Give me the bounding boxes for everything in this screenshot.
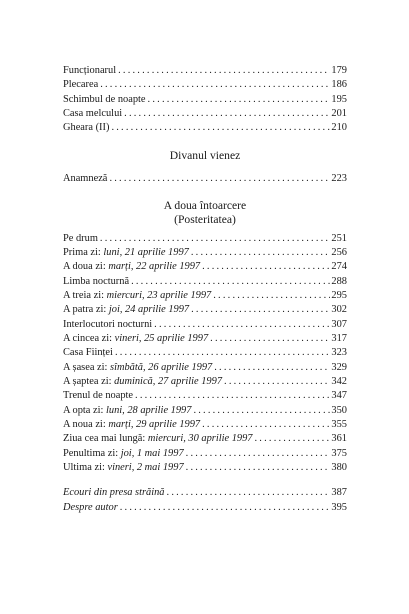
toc-entry-title: Casa melcului [63,108,123,120]
leader-dots [111,121,330,135]
toc-entry-prefix: Interlocutori nocturni [63,318,153,330]
toc-entry-title [63,246,191,260]
toc-entry-date: joi, 1 mai 1997 [120,447,184,459]
toc-entry-date: luni, 28 aprilie 1997 [106,404,192,416]
toc-entry-prefix: Limba nocturnă [63,275,130,287]
toc-entry-page: 323 [331,347,347,359]
toc-entry-page: 295 [331,289,347,301]
toc-entry [63,172,347,186]
toc-entry-page: 317 [331,332,347,344]
toc-entry-prefix: A patra zi: [63,304,109,316]
toc-entry [63,232,347,246]
leader-dots [202,418,330,432]
toc-entry-page: 288 [331,275,347,287]
toc-entry-prefix: Trenul de noapte [63,390,134,402]
section-subtitle: (Posteritatea) [174,213,236,227]
toc-entry [63,501,347,515]
toc-entry-date: Despre autor [63,501,118,513]
toc-entry-page: 350 [331,404,347,416]
toc-entry [63,404,347,418]
leader-dots [154,318,330,332]
toc-entry-title [63,232,100,246]
leader-dots [214,361,330,375]
toc-entry-date: duminică, 27 aprilie 1997 [114,376,223,387]
leader-dots [100,232,330,246]
toc-entry [63,246,347,260]
section-title: Divanul vienez [169,148,241,162]
toc-entry-prefix: A doua zi: [63,261,109,273]
leader-dots [224,375,330,389]
toc-entry-title: Funcționarul [63,65,117,76]
toc-entry-title [63,375,224,389]
toc-entry-page: 179 [331,65,347,76]
toc-entry [63,260,347,274]
toc-entry [63,289,347,303]
leader-dots [100,78,330,92]
toc-entry-page: 380 [331,462,347,474]
toc-entry [63,78,347,92]
section-title: A doua întoarcere [163,198,247,212]
toc-entry-title: Anamneză [63,173,108,185]
toc-entry-prefix: Pe drum [63,232,98,244]
toc-entry-title [63,432,255,446]
toc-entry-page: 210 [331,122,347,134]
toc-entry [63,486,347,500]
toc-entry-page: 274 [331,261,347,273]
toc-entry-prefix: Casa Ființei [63,347,113,359]
toc-entry-title [63,486,167,500]
toc-entry-title [63,361,214,375]
toc-entry [63,375,347,389]
toc-entry-date: vineri, 25 aprilie 1997 [114,332,209,344]
leader-dots [191,246,331,260]
toc-entry-title [63,332,210,346]
toc-entry-date: marți, 29 aprilie 1997 [108,419,201,431]
toc-entry [63,432,347,446]
leader-dots [109,172,330,186]
toc-entry [63,318,347,332]
toc-entry-prefix: A cincea zi: [63,332,115,344]
toc-entry-date: luni, 21 aprilie 1997 [103,246,189,258]
toc-entry-title [63,404,193,418]
toc-entry-title [63,346,115,360]
toc-entry-prefix: Penultima zi: [63,447,121,459]
leader-dots [193,404,330,418]
toc-entry-title: Plecarea [63,79,99,91]
leader-dots [118,64,330,78]
toc-entry-page: 195 [331,93,347,105]
toc-entry [63,332,347,346]
toc-entry [63,107,347,121]
toc-entry [63,275,347,289]
leader-dots [131,275,330,289]
toc-entry [63,303,347,317]
toc-entry-page: 375 [331,447,347,459]
toc-group-3 [63,232,347,476]
toc-entry-title [63,461,186,475]
toc-entry [63,389,347,403]
toc-entry-page: 223 [331,173,347,185]
leader-dots [213,289,330,303]
toc-entry-page: 201 [331,108,347,120]
toc-entry-date: marți, 22 aprilie 1997 [108,261,201,273]
table-of-contents [63,64,347,515]
toc-entry [63,461,347,475]
toc-entry-title [63,318,154,332]
toc-entry-prefix: A șaptea zi: [63,376,115,387]
leader-dots [186,447,331,461]
toc-entry-title [63,389,135,403]
toc-entry-title [63,260,202,274]
toc-entry-prefix: Prima zi: [63,246,104,258]
toc-entry-title: Schimbul de noapte [63,93,146,105]
toc-entry-date: vineri, 2 mai 1997 [107,462,184,474]
toc-entry-prefix: Ultima zi: [63,462,108,474]
toc-entry [63,346,347,360]
toc-entry-page: 251 [331,232,347,244]
toc-entry-page: 361 [331,433,347,445]
leader-dots [148,93,331,107]
leader-dots [255,432,331,446]
toc-entry-date: sîmbătă, 26 aprilie 1997 [110,361,213,373]
toc-entry-page: 342 [331,376,347,387]
leader-dots [191,303,330,317]
toc-entry-title [63,289,213,303]
toc-entry-prefix: Ziua cea mai lungă: [63,433,148,445]
toc-entry-date: Ecouri din presa străină [63,487,165,499]
toc-entry-page: 347 [331,390,347,402]
toc-entry-page: 355 [331,419,347,431]
toc-entry-prefix: A opta zi: [63,404,106,416]
toc-entry-title [63,275,131,289]
toc-entry [63,64,347,78]
toc-entry-prefix: A treia zi: [63,289,107,301]
leader-dots [124,107,330,121]
toc-group-4 [63,486,347,515]
toc-entry [63,93,347,107]
leader-dots [210,332,330,346]
toc-entry-page: 387 [331,487,347,499]
leader-dots [115,346,330,360]
toc-entry-page: 256 [331,246,347,258]
toc-entry [63,418,347,432]
toc-entry [63,447,347,461]
toc-entry-page: 186 [331,79,347,91]
toc-entry [63,121,347,135]
toc-group-1 [63,64,347,136]
leader-dots [167,486,331,500]
leader-dots [120,501,331,515]
toc-entry [63,361,347,375]
toc-entry-title: Gheara (II) [63,122,110,134]
leader-dots [186,461,331,475]
toc-entry-prefix: A șasea zi: [63,361,111,373]
toc-entry-title [63,303,191,317]
leader-dots [135,389,330,403]
toc-entry-title [63,447,186,461]
toc-entry-page: 395 [331,501,347,513]
toc-entry-page: 329 [331,361,347,373]
toc-entry-prefix: A noua zi: [63,419,109,431]
toc-entry-date: miercuri, 30 aprilie 1997 [147,433,253,445]
toc-entry-title [63,501,120,515]
toc-entry-date: joi, 24 aprilie 1997 [108,304,190,316]
toc-entry-page: 302 [331,304,347,316]
toc-entry-date: miercuri, 23 aprilie 1997 [106,289,212,301]
toc-entry-title [63,418,202,432]
leader-dots [202,260,330,274]
toc-entry-page: 307 [331,318,347,330]
